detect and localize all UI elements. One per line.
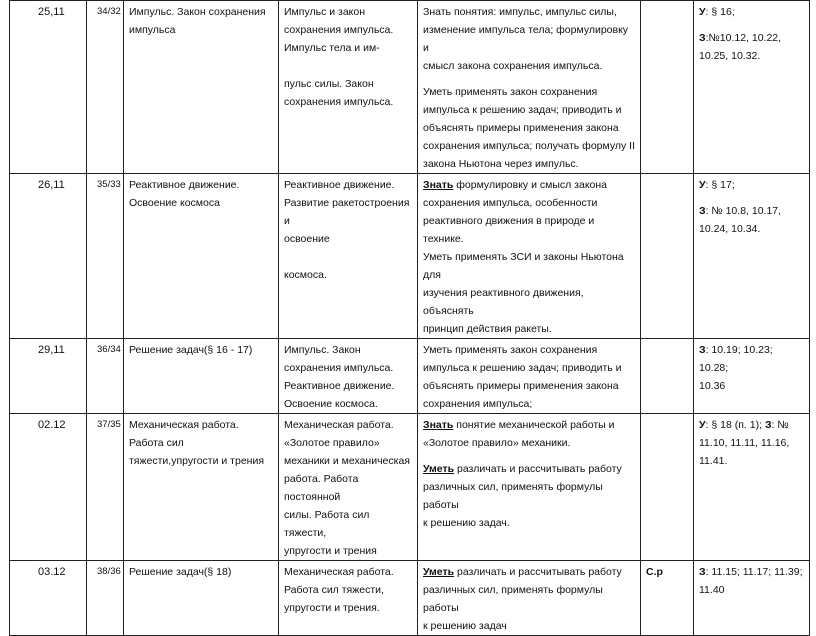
lesson-homework bbox=[694, 414, 810, 561]
lesson-homework bbox=[694, 174, 810, 339]
lesson-control bbox=[641, 339, 694, 414]
lesson-control bbox=[641, 1, 694, 174]
lesson-topic: Механическая работа. Работа сил тяжести,упругости и трения bbox=[124, 414, 279, 561]
homework-label: З bbox=[699, 32, 706, 44]
homework-text: : § 17; bbox=[705, 179, 735, 191]
requirement-skill-lead: Уметь bbox=[423, 566, 455, 578]
lesson-requirements bbox=[418, 414, 641, 561]
lesson-topic: Импульс. Закон сохранения импульса bbox=[124, 1, 279, 174]
requirement-text: понятие механической работы и «Золотое правило» механики. bbox=[423, 419, 615, 449]
table-row bbox=[10, 561, 810, 636]
requirement-know-lead: Знать bbox=[423, 179, 454, 191]
lesson-topic: Решение задач(§ 16 - 17) bbox=[124, 339, 279, 414]
requirement-text: различать и рассчитывать работу различных сил, применять формулы работы к решению задач bbox=[423, 566, 622, 632]
lesson-number: 37/35 bbox=[87, 414, 124, 561]
lesson-requirements bbox=[418, 1, 641, 174]
lesson-date: 29,11 bbox=[10, 339, 87, 414]
homework-label: З bbox=[699, 205, 706, 217]
lesson-date: 25,11 bbox=[10, 1, 87, 174]
homework-label: З bbox=[699, 344, 706, 356]
lesson-date: 03.12 bbox=[10, 561, 87, 636]
homework-text: : № 11.10, 11.11, 11.16, 11.41. bbox=[699, 419, 790, 467]
lesson-requirements bbox=[418, 174, 641, 339]
homework-text: : § 18 (п. 1); bbox=[705, 419, 765, 431]
requirement-know: Знать понятия: импульс, импульс силы, изменение импульса тела; формулировку и смысл закона сохранения импульса. bbox=[423, 6, 629, 72]
lesson-number: 36/34 bbox=[87, 339, 124, 414]
table-row bbox=[10, 1, 810, 174]
lesson-control bbox=[641, 174, 694, 339]
homework-text: : № 10.8, 10.17, 10.24, 10.34. bbox=[699, 205, 782, 235]
lesson-homework bbox=[694, 561, 810, 636]
lesson-number: 38/36 bbox=[87, 561, 124, 636]
lesson-homework bbox=[694, 1, 810, 174]
lesson-topic: Решение задач(§ 18) bbox=[124, 561, 279, 636]
lesson-content: Импульс. Закон сохранения импульса. Реактивное движение. Освоение космоса. bbox=[279, 339, 418, 414]
homework-label: У bbox=[699, 419, 706, 431]
lesson-date: 26,11 bbox=[10, 174, 87, 339]
lesson-topic: Реактивное движение. Освоение космоса bbox=[124, 174, 279, 339]
homework-label: З bbox=[764, 419, 772, 431]
homework-label: У bbox=[699, 179, 706, 191]
requirement-skill: Уметь применять закон сохранения импульса к решению задач; приводить и объяснять примеры применения закона сохранения импульса; получать формулу II закона Ньютона через импульс. bbox=[423, 86, 635, 170]
lesson-plan-table bbox=[9, 0, 810, 636]
lesson-content: Реактивное движение. Развитие ракетостроения и освоение космоса. bbox=[279, 174, 418, 339]
requirement-text: различать и рассчитывать работу различных сил, применять формулы работы к решению задач. bbox=[423, 463, 622, 529]
lesson-date: 02.12 bbox=[10, 414, 87, 561]
lesson-content: Импульс и закон сохранения импульса. Импульс тела и им- пульс силы. Закон сохранения импульса. bbox=[279, 1, 418, 174]
lesson-number: 35/33 bbox=[87, 174, 124, 339]
homework-label: У bbox=[699, 6, 706, 18]
homework-label: З bbox=[699, 566, 706, 578]
homework-text: : § 16; bbox=[705, 6, 735, 18]
table-row bbox=[10, 339, 810, 414]
lesson-content: Механическая работа. «Золотое правило» механики и механическая работа. Работа постоянной силы. Работа сил тяжести, упругости и трения bbox=[279, 414, 418, 561]
lesson-control bbox=[641, 414, 694, 561]
lesson-control: С.р bbox=[641, 561, 694, 636]
lesson-requirements: Уметь применять закон сохранения импульса к решению задач; приводить и объяснять примеры применения закона сохранения импульса; bbox=[418, 339, 641, 414]
requirement-know-lead: Знать bbox=[423, 419, 454, 431]
lesson-number: 34/32 bbox=[87, 1, 124, 174]
lesson-content: Механическая работа. Работа сил тяжести, упругости и трения. bbox=[279, 561, 418, 636]
homework-text: : 10.19; 10.23; 10.28; 10.36 bbox=[699, 344, 773, 392]
homework-text: :№10.12, 10.22, 10.25, 10.32. bbox=[699, 32, 782, 62]
homework-text: : 11.15; 11.17; 11.39; 11.40 bbox=[699, 566, 803, 596]
lesson-requirements bbox=[418, 561, 641, 636]
table-row bbox=[10, 174, 810, 339]
requirement-skill-lead: Уметь bbox=[423, 463, 455, 475]
requirement-text: формулировку и смысл закона сохранения импульса, особенности реактивного движения в природе и технике. Уметь применять ЗСИ и законы Ньютона для изучения реактивного движения, объяснять принцип действия ракеты. bbox=[423, 179, 624, 335]
table-row bbox=[10, 414, 810, 561]
lesson-homework bbox=[694, 339, 810, 414]
